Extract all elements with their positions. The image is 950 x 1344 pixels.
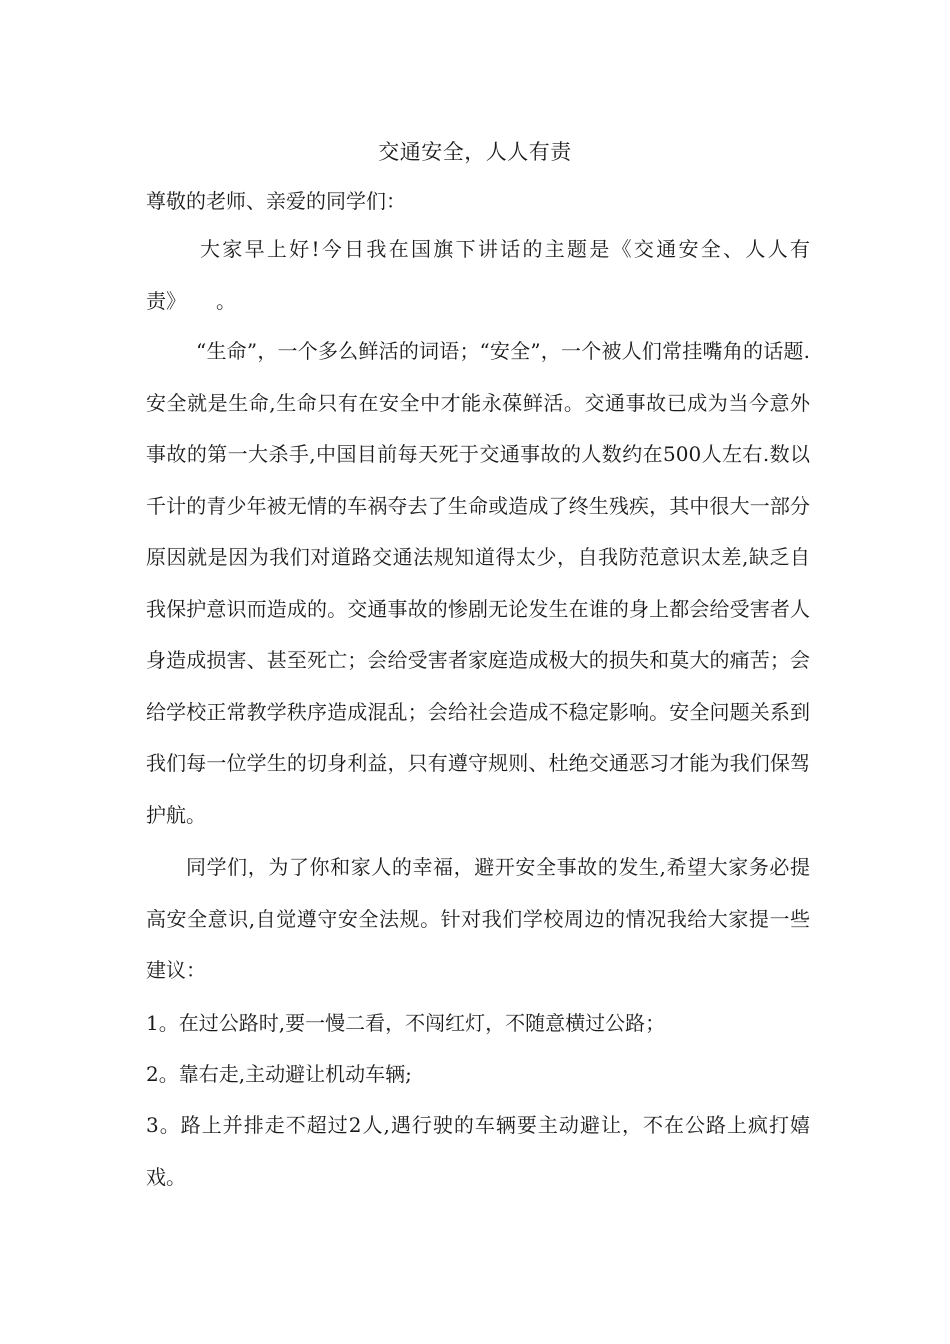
paragraph-greeting: 大家早上好!今日我在国旗下讲话的主题是《交通安全、人人有责》 。	[146, 237, 810, 313]
suggestion-item-3: 3。路上并排走不超过2人,遇行驶的车辆要主动避让，不在公路上疯打嬉戏。	[146, 1113, 810, 1189]
document-title: 交通安全，人人有责	[378, 140, 572, 164]
salutation: 尊敬的老师、亲爱的同学们：	[146, 189, 406, 213]
suggestion-item-2: 2。靠右走,主动避让机动车辆;	[146, 1062, 412, 1086]
paragraph-life-safety: “生命”，一个多么鲜活的词语；“安全”，一个被人们常挂嘴角的话题.安全就是生命,生命只有在安全中才能永葆鲜活。交通事故已成为当今意外事故的第一大杀手,中国目前每天死于交通事故的人数约在500人左右.数以千计的青少年被无情的车祸夺去了生命或造成了终生残疾，其中很大一部分原因就是因为我们对道路交通法规知道得太少，自我防范意识太差,缺乏自我保护意识而造成的。交通事故的惨剧无论发生在谁的身上都会给受害者人身造成损害、甚至死亡；会给受害者家庭造成极大的损失和莫大的痛苦；会给学校正常教学秩序造成混乱；会给社会造成不稳定影响。安全问题关系到我们每一位学生的切身利益，只有遵守规则、杜绝交通恶习才能为我们保驾护航。	[146, 339, 810, 827]
paragraph-appeal: 同学们，为了你和家人的幸福，避开安全事故的发生,希望大家务必提高安全意识,自觉遵守安全法规。针对我们学校周边的情况我给大家提一些建议：	[146, 855, 810, 982]
suggestion-item-1: 1。在过公路时,要一慢二看，不闯红灯，不随意横过公路；	[146, 1011, 666, 1035]
